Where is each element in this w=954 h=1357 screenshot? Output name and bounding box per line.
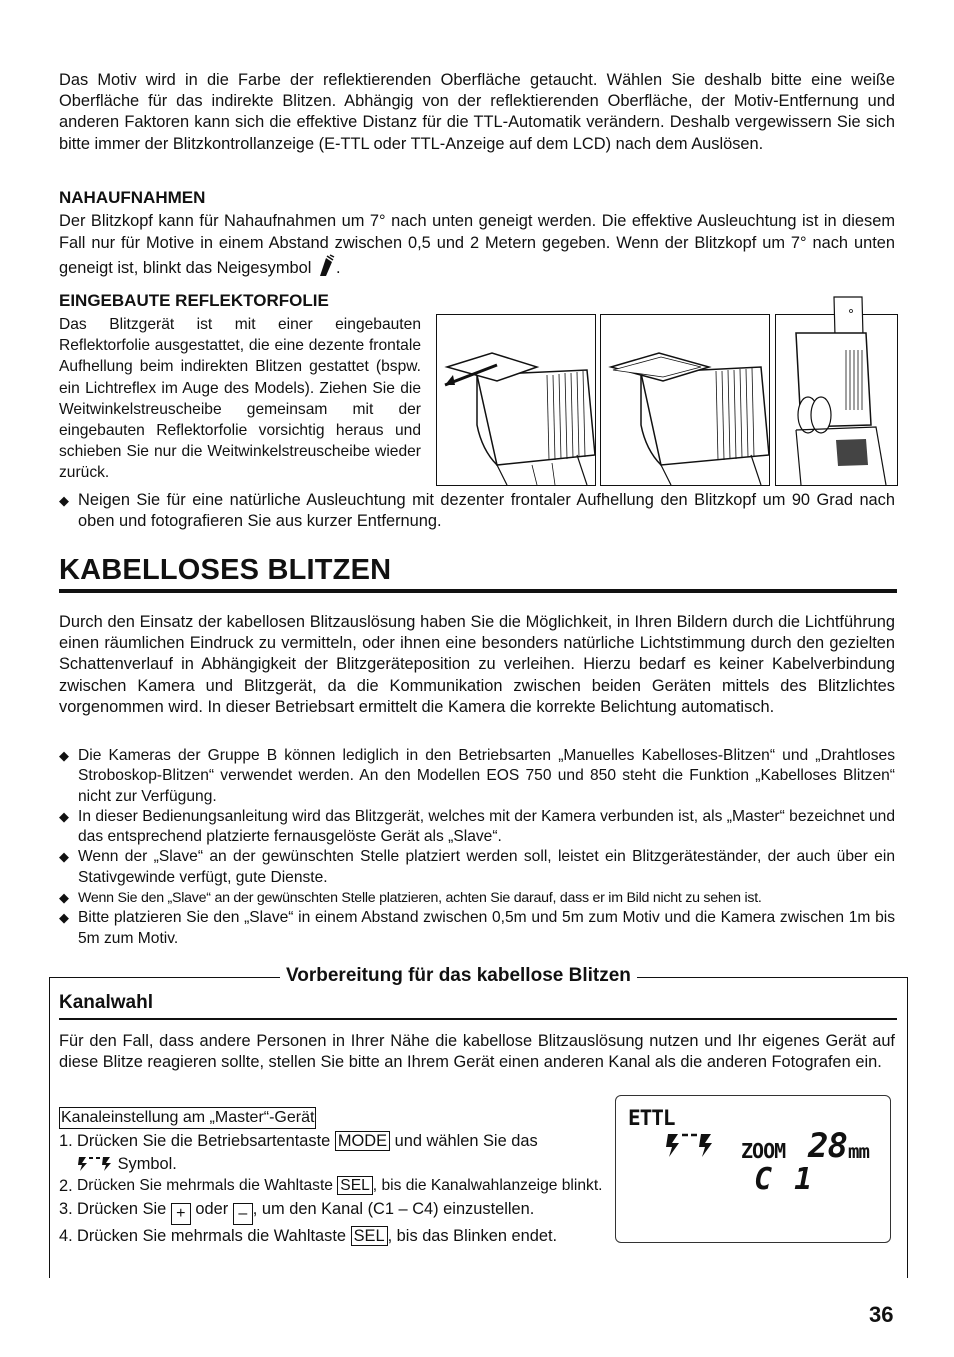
kanalwahl-heading: Kanalwahl: [59, 992, 153, 1013]
step-2: [59, 1175, 607, 1198]
kanalwahl-rule: [59, 1018, 897, 1020]
minus-key: –: [233, 1203, 253, 1225]
step-text: Drücken Sie mehrmals die Wahltaste: [77, 1177, 333, 1194]
step-text: , um den Kanal (C1 – C4) einzustellen.: [252, 1199, 535, 1218]
step-text: Symbol.: [117, 1154, 177, 1173]
step-number: 2.: [59, 1177, 73, 1195]
step-text: oder: [195, 1199, 229, 1218]
step-text: Drücken Sie mehrmals die Wahltaste: [77, 1226, 347, 1245]
lcd-wireless-icon: [666, 1130, 716, 1163]
kabellos-bullet-5: ◆ Bitte platzieren Sie den „Slave“ in einem Abstand zwischen 0,5m und 5m zum Motiv und die Kamera zwischen 1m bis 5m zum Motiv.: [59, 908, 895, 949]
flash-illustration-1: [436, 314, 596, 486]
kabellos-bullet-4: ◆ Wenn Sie den „Slave“ an der gewünschten Stelle platzieren, achten Sie darauf, dass er im Bild nicht zu sehen ist.: [59, 888, 895, 908]
step-3: [59, 1198, 607, 1225]
vorbereitung-title: Vorbereitung für das kabellose Blitzen: [280, 965, 637, 987]
kabellos-bullet-3: ◆ Wenn der „Slave“ an der gewünschten Stelle platziert werden soll, leistet ein Blitzgeräteständer, der auch über ein Stativgewinde verfügt, gute Dienste.: [59, 847, 895, 888]
steps-list: [59, 1130, 607, 1247]
kabellos-text: Durch den Einsatz der kabellosen Blitzauslösung haben Sie die Möglichkeit, in Ihren Bildern durch die Lichtführung einen räumlichen Eindruck zu vermitteln, oder ihnen eine besonders natürliche Lichtstimmung durch den gezielten Schattenverlauf in Abhängigkeit der Blitzgeräteposition zu verleihen. Hierzu bedarf es keiner Kabelverbindung zwischen Kamera und Blitzgerät, da die Kommunikation zwischen beiden Geräten mittels des Blitzlichtes vorgenommen wird. In dieser Betriebsart ermittelt die Kamera die korrekte Belichtung automatisch.: [59, 613, 895, 716]
mode-key: MODE: [335, 1131, 390, 1151]
reflektorfolie-heading: EINGEBAUTE REFLEKTORFOLIE: [59, 291, 329, 310]
wireless-flash-icon: [77, 1154, 113, 1172]
nahaufnahmen-body: Der Blitzkopf kann für Nahaufnahmen um 7° nach unten geneigt werden. Die effektive Ausleuchtung ist in diesem Fall nur für Motive in einem Abstand zwischen 0,5 und 2 Metern gegeben. Wenn der Blitzkopf um 7° nach unten geneigt ist, blinkt das Neigesymbol: [59, 212, 895, 277]
lcd-panel: [615, 1095, 891, 1243]
kanalwahl-text: Für den Fall, dass andere Personen in Ihrer Nähe die kabellose Blitzauslösung nutzen und Ihr eigenes Gerät auf diese Blitze reagieren sollte, stellen Sie bitte an Ihrem Gerät einen anderen Kanal als die anderen Fotografen ein.: [59, 1032, 895, 1072]
step-text: , bis die Kanalwahlanzeige blinkt.: [372, 1177, 603, 1194]
lcd-mode: ETTL: [628, 1106, 675, 1130]
intro-paragraph: Das Motiv wird in die Farbe der reflektierenden Oberfläche getaucht. Wählen Sie deshalb bitte eine weiße Oberfläche für das indirekte Blitzen. Abhängig von der reflektierenden Oberfläche, der Motiv-Entfernung und anderen Faktoren kann sich die effektive Distanz für die TTL-Automatik verändern. Deshalb vergewissern Sie sich bitte immer der Blitzkontrollanzeige (E-TTL oder TTL-Anzeige auf dem LCD) nach dem Auslösen.: [59, 71, 895, 153]
step-text: , bis das Blinken endet.: [387, 1226, 558, 1245]
nahaufnahmen-text: [59, 211, 895, 280]
kabellos-bullet-2: ◆ In dieser Bedienungsanleitung wird das Blitzgerät, welches mit der Kamera verbunden ist, als „Master“ bezeichnet und das entsprechend platzierte fernausgelöste Gerät als „Slave“.: [59, 807, 895, 848]
page-number: 36: [869, 1302, 894, 1327]
flash-illustration-3: [775, 314, 898, 486]
kabellos-heading: KABELLOSES BLITZEN: [59, 554, 392, 586]
flash-illustration-2: [600, 314, 770, 486]
step-text: Drücken Sie die Betriebsartentaste: [77, 1132, 331, 1150]
step-number: 4.: [59, 1226, 73, 1245]
heading-rule: [59, 589, 897, 593]
lcd-zoom-unit: mm: [848, 1141, 869, 1163]
kanaleinstellung-subheading: Kanaleinstellung am „Master“-Gerät: [59, 1107, 316, 1129]
sel-key: SEL: [337, 1176, 372, 1195]
tilt-symbol-icon: [316, 254, 336, 278]
lcd-channel: C 1: [754, 1162, 815, 1197]
kabellos-bullet-1: ◆ Die Kameras der Gruppe B können lediglich in den Betriebsarten „Manuelles Kabelloses-Blitzen“ und „Drahtloses Stroboskop-Blitzen“ verwendet werden. An den Modellen EOS 750 und 850 steht die Funktion „Kabelloses Blitzen“ nicht zur Verfügung.: [59, 746, 895, 807]
plus-key: +: [171, 1203, 191, 1225]
step-number: 1.: [59, 1132, 73, 1150]
reflektorfolie-bullet: ◆ Neigen Sie für eine natürliche Ausleuchtung mit dezenter frontaler Aufhellung den Blitzkopf um 90 Grad nach oben und fotografieren Sie aus kurzer Entfernung.: [59, 490, 895, 532]
nahaufnahmen-heading: NAHAUFNAHMEN: [59, 188, 206, 207]
lcd-zoom-label: ZOOM: [741, 1139, 786, 1163]
sel-key: SEL: [351, 1226, 388, 1246]
kabellos-bullet-list: [59, 746, 895, 949]
lcd-zoom-value: 28: [808, 1126, 847, 1166]
step-4: [59, 1225, 607, 1248]
reflektorfolie-text: Das Blitzgerät ist mit einer eingebauten Reflektorfolie ausgestattet, die eine dezente frontale Aufhellung beim indirekten Blitzen gestattet (bspw. ein Lichtreflex im Auge des Models). Ziehen Sie die Weitwinkelstreuscheibe gemeinsam mit der eingebauten Reflektorfolie vorsichtig heraus und schieben Sie nur die Weitwinkelstreuscheibe wieder zurück.: [59, 316, 421, 482]
step-1: [59, 1130, 607, 1175]
step-text: und wählen Sie das: [394, 1132, 538, 1150]
nahaufnahmen-end: .: [335, 259, 341, 277]
step-text: Drücken Sie: [77, 1199, 167, 1218]
step-number: 3.: [59, 1199, 73, 1218]
